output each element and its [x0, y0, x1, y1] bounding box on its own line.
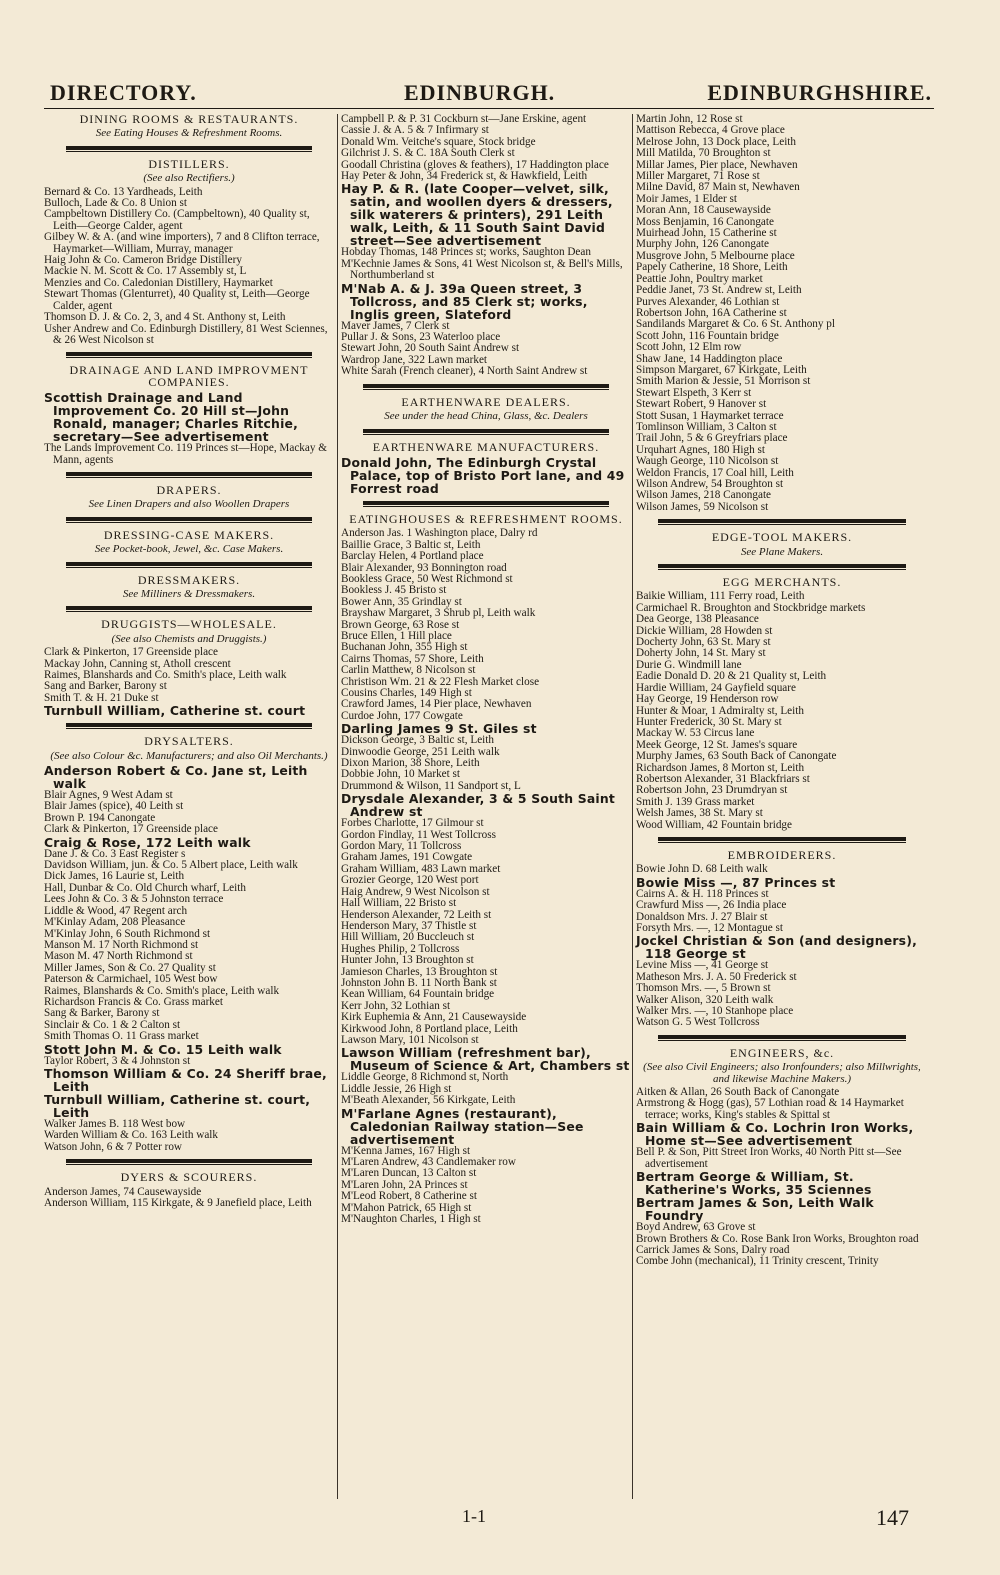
- directory-entry: Jockel Christian & Son (and designers), 118 George st: [636, 933, 918, 962]
- header-edinburghshire: EDINBURGHSHIRE.: [707, 80, 932, 105]
- section-title: EDGE-TOOL MAKERS.: [711, 530, 853, 545]
- section-separator: [66, 723, 312, 729]
- directory-entry: Hunter & Moar, 1 Admiralty st, Leith: [636, 704, 804, 717]
- directory-entry: Goodall Christina (gloves & feathers), 17 Haddington place: [341, 158, 609, 171]
- directory-entry: Clark & Pinkerton, 17 Greenside place: [44, 646, 218, 659]
- directory-section: [341, 501, 631, 1226]
- directory-entry: Waugh George, 110 Nicolson st: [636, 455, 779, 468]
- directory-entry: Stewart Thomas (Glenturret), 40 Quality st, Leith—George Calder, agent: [44, 288, 310, 312]
- section-title: DRESSMAKERS.: [137, 572, 241, 587]
- directory-section: [636, 564, 928, 831]
- directory-entry: Muirhead John, 15 Catherine st: [636, 227, 777, 240]
- directory-entry: Christison Wm. 21 & 22 Flesh Market close: [341, 675, 540, 688]
- directory-entry: Doherty John, 14 St. Mary st: [636, 647, 766, 660]
- directory-entry: Moss Benjamin, 16 Canongate: [636, 215, 774, 228]
- directory-entry: Haig John & Co. Cameron Bridge Distillery: [44, 254, 242, 267]
- section-separator: [66, 606, 312, 612]
- directory-entry: Curdoe John, 177 Cowgate: [341, 709, 463, 722]
- directory-entry: Cairns Thomas, 57 Shore, Leith: [341, 652, 484, 665]
- directory-entry: Dea George, 138 Pleasance: [636, 613, 759, 626]
- directory-entry: Campbeltown Distillery Co. (Campbeltown), 40 Quality st, Leith—George Calder, agent: [44, 208, 310, 232]
- directory-entry: Martin John, 12 Rose st: [636, 113, 743, 125]
- directory-entry: Matheson Mrs. J. A. 50 Frederick st: [636, 970, 797, 983]
- directory-entry: Thomson D. J. & Co. 2, 3, and 4 St. Anthony st, Leith: [44, 311, 286, 324]
- directory-entry: Hughes Philip, 2 Tollcross: [341, 942, 460, 955]
- directory-entry: Stott Susan, 1 Haymarket terrace: [636, 409, 784, 422]
- section-see-also: (See also Civil Engineers; also Ironfounders; also Millwrights, and likewise Machine Makers.): [643, 1061, 921, 1085]
- directory-entry: Dick James, 16 Laurie st, Leith: [44, 870, 185, 883]
- directory-entry: Turnbull William, Catherine st. court: [44, 703, 306, 719]
- directory-entry: Mackie N. M. Scott & Co. 17 Assembly st, L: [44, 265, 247, 278]
- directory-entry: Kirk Euphemia & Ann, 21 Causewayside: [341, 1011, 527, 1024]
- directory-entry: M'Laren Duncan, 13 Calton st: [341, 1167, 477, 1180]
- directory-entry: Bertram James & Son, Leith Walk Foundry: [636, 1195, 874, 1224]
- section-separator: [658, 564, 906, 570]
- directory-entry: M'Nab A. & J. 39a Queen street, 3 Tollcross, and 85 Clerk st; works, Inglis green, Slateford: [341, 280, 588, 322]
- directory-entry: M'Kinlay John, 6 South Richmond st: [44, 927, 211, 940]
- directory-entry: Buchanan John, 355 High st: [341, 641, 468, 654]
- column-divider: [337, 114, 338, 1499]
- directory-entry: Brown P. 194 Canongate: [44, 811, 156, 824]
- section-see-also: See Plane Makers.: [740, 545, 824, 558]
- directory-entry: Robertson Alexander, 31 Blackfriars st: [636, 772, 810, 785]
- directory-entry: Donaldson Mrs. J. 27 Blair st: [636, 910, 768, 923]
- directory-entry: Mattison Rebecca, 4 Grove place: [636, 124, 785, 137]
- section-separator: [66, 562, 312, 568]
- directory-entry: Richardson James, 8 Morton st, Leith: [636, 761, 805, 774]
- directory-entry: Bookless Grace, 50 West Richmond st: [341, 572, 513, 585]
- directory-entry: Wood William, 42 Fountain bridge: [636, 818, 792, 831]
- directory-entry: Haig Andrew, 9 West Nicolson st: [341, 885, 490, 898]
- directory-entry: Liddle Jessie, 26 High st: [341, 1082, 452, 1095]
- directory-entry: Smith Marion & Jessie, 51 Morrison st: [636, 375, 811, 388]
- section-see-also: See Linen Drapers and also Woollen Drapers: [88, 498, 290, 511]
- directory-section: [341, 384, 631, 423]
- directory-entry: Brown George, 63 Rose st: [341, 618, 460, 631]
- directory-entry: Purves Alexander, 46 Lothian st: [636, 295, 780, 308]
- directory-entry: Watson G. 5 West Tollcross: [636, 1016, 760, 1029]
- column-right: [636, 114, 928, 1270]
- directory-entry: Milne David, 87 Main st, Newhaven: [636, 181, 800, 194]
- directory-entry: Donald Wm. Veitche's square, Stock bridge: [341, 135, 536, 148]
- directory-entry: Pullar J. & Sons, 23 Waterloo place: [341, 331, 501, 344]
- directory-entry: Murphy John, 126 Canongate: [636, 238, 769, 251]
- directory-entry: Liddle George, 8 Richmond st, North: [341, 1071, 509, 1084]
- section-see-also: (See also Chemists and Druggists.): [111, 632, 267, 645]
- directory-entry: Murphy James, 63 South Back of Canongate: [636, 750, 837, 763]
- directory-entry: Mason M. 47 North Richmond st: [44, 950, 193, 963]
- directory-entry: Bowie John D. 68 Leith walk: [636, 863, 768, 876]
- directory-entry: Trail John, 5 & 6 Greyfriars place: [636, 432, 788, 445]
- directory-entry: Brayshaw Margaret, 3 Shrub pl, Leith walk: [341, 607, 536, 620]
- section-title: EGG MERCHANTS.: [722, 575, 842, 590]
- directory-entry: The Lands Improvement Co. 119 Princes st—Hope, Mackay & Mann, agents: [44, 442, 327, 466]
- directory-entry: Wardrop Jane, 322 Lawn market: [341, 353, 488, 366]
- directory-entry: Richardson Francis & Co. Grass market: [44, 995, 223, 1008]
- directory-entry: Carlin Matthew, 8 Nicolson st: [341, 664, 476, 677]
- directory-entry: Anderson James, 74 Causewayside: [44, 1185, 202, 1198]
- column-left: [44, 114, 334, 1211]
- directory-entry: Hunter John, 13 Broughton st: [341, 954, 474, 967]
- directory-entry: Dickson George, 3 Baltic st, Leith: [341, 734, 494, 747]
- directory-entry: Anderson Robert & Co. Jane st, Leith walk: [44, 763, 308, 792]
- directory-entry: Lawson Mary, 101 Nicolson st: [341, 1033, 479, 1046]
- directory-section: [341, 429, 631, 495]
- directory-entry: Blair Agnes, 9 West Adam st: [44, 789, 173, 802]
- directory-entry: Robertson John, 16A Catherine st: [636, 306, 787, 319]
- section-title: EARTHENWARE DEALERS.: [401, 394, 571, 409]
- directory-entry: Smith J. 139 Grass market: [636, 795, 755, 808]
- directory-entry: Bowie Miss —, 87 Princes st: [636, 874, 836, 890]
- directory-entry: Stott John M. & Co. 15 Leith walk: [44, 1041, 282, 1057]
- directory-entry: Combe John (mechanical), 11 Trinity crescent, Trinity: [636, 1255, 879, 1268]
- section-title: EATINGHOUSES & REFRESHMENT ROOMS.: [349, 511, 623, 526]
- section-see-also: (See also Rectifiers.): [143, 172, 235, 185]
- directory-entry: Scottish Drainage and Land Improvement Co. 20 Hill st—John Ronald, manager; Charles Ritchie, secretary—See advertisement: [44, 390, 299, 445]
- directory-entry: Boyd Andrew, 63 Grove st: [636, 1221, 756, 1234]
- directory-section: [44, 562, 334, 601]
- directory-entry: Maver James, 7 Clerk st: [341, 319, 450, 332]
- directory-entry: Menzies and Co. Caledonian Distillery, Haymarket: [44, 276, 273, 289]
- directory-entry: Urquhart Agnes, 180 High st: [636, 443, 765, 456]
- directory-entry: M'Mahon Patrick, 65 High st: [341, 1201, 472, 1214]
- directory-entry: Miller James, Son & Co. 27 Quality st: [44, 961, 216, 974]
- directory-entry: Armstrong & Hogg (gas), 57 Lothian road & 14 Haymarket terrace; works, King's stables & Spittal st: [636, 1097, 904, 1121]
- directory-entry: M'Beath Alexander, 56 Kirkgate, Leith: [341, 1094, 516, 1107]
- directory-entry: M'Laren John, 2A Princes st: [341, 1178, 468, 1191]
- directory-entry: M'Kinlay Adam, 208 Pleasance: [44, 916, 186, 929]
- directory-entry: Dixon Marion, 38 Shore, Leith: [341, 757, 480, 770]
- section-separator: [363, 501, 609, 507]
- directory-entry: Wilson James, 59 Nicolson st: [636, 500, 769, 513]
- section-title: DRAPERS.: [156, 482, 222, 497]
- footer-mark: 1-1: [462, 1506, 486, 1526]
- directory-entry: Mackay W. 53 Circus lane: [636, 727, 755, 740]
- directory-entry: Carrick James & Sons, Dalry road: [636, 1243, 790, 1256]
- directory-entry: M'Kechnie James & Sons, 41 West Nicolson st, & Bell's Mills, Northumberland st: [341, 257, 623, 282]
- directory-entry: Graham James, 191 Cowgate: [341, 851, 473, 864]
- directory-entry: Melrose John, 13 Dock place, Leith: [636, 135, 797, 148]
- directory-section: [636, 837, 928, 1029]
- directory-entry: Kirkwood John, 8 Portland place, Leith: [341, 1022, 518, 1035]
- directory-entry: Smith Thomas O. 11 Grass market: [44, 1030, 199, 1043]
- directory-entry: Dane J. & Co. 3 East Register s: [44, 847, 186, 860]
- directory-entry: Warden William & Co. 163 Leith walk: [44, 1129, 218, 1142]
- page-number: 147: [876, 1505, 909, 1530]
- directory-entry: Henderson Alexander, 72 Leith st: [341, 908, 492, 921]
- section-title: DRYSALTERS.: [144, 734, 234, 749]
- directory-section: [636, 1035, 928, 1268]
- directory-entry: Thomson William & Co. 24 Sheriff brae, Leith: [44, 1065, 327, 1094]
- directory-entry: Jamieson Charles, 13 Broughton st: [341, 965, 498, 978]
- section-title: EMBROIDERERS.: [727, 847, 837, 862]
- directory-entry: Watson John, 6 & 7 Potter row: [44, 1140, 183, 1153]
- directory-entry: Hay Peter & John, 34 Frederick st, & Hawkfield, Leith: [341, 170, 588, 183]
- directory-entry: Drummond & Wilson, 11 Sandport st, L: [341, 779, 521, 792]
- section-separator: [363, 429, 609, 435]
- directory-entry: Dobbie John, 10 Market st: [341, 768, 461, 781]
- directory-entry: Gordon Mary, 11 Tollcross: [341, 840, 462, 853]
- directory-section: [44, 606, 334, 717]
- directory-entry: Forbes Charlotte, 17 Gilmour st: [341, 817, 484, 830]
- section-separator: [66, 146, 312, 152]
- directory-entry: Bertram George & William, St. Katherine's Works, 35 Sciennes: [636, 1169, 872, 1198]
- section-separator: [658, 519, 906, 525]
- directory-entry: Brown Brothers & Co. Rose Bank Iron Works, Broughton road: [636, 1232, 919, 1245]
- directory-entry: Stewart Robert, 9 Hanover st: [636, 398, 767, 411]
- directory-entry: Blair James (spice), 40 Leith st: [44, 800, 184, 813]
- directory-entry: Papely Catherine, 18 Shore, Leith: [636, 261, 788, 274]
- directory-entry: Gordon Findlay, 11 West Tollcross: [341, 828, 496, 841]
- directory-entry: Moran Ann, 18 Causewayside: [636, 204, 771, 217]
- section-separator: [658, 1035, 906, 1041]
- directory-entry: Hunter Frederick, 30 St. Mary st: [636, 715, 782, 728]
- directory-entry: M'Kenna James, 167 High st: [341, 1144, 471, 1157]
- directory-entry: Usher Andrew and Co. Edinburgh Distillery, 81 West Sciennes, & 26 West Nicolson st: [44, 322, 328, 346]
- directory-entry: Hobday Thomas, 148 Princes st; works, Saughton Dean: [341, 246, 591, 259]
- directory-entry: M'Laren Andrew, 43 Candlemaker row: [341, 1156, 516, 1168]
- directory-entry: Forsyth Mrs. —, 12 Montague st: [636, 922, 783, 934]
- directory-entry: Gilbey W. & A. (and wine importers), 7 and 8 Clifton terrace, Haymarket—William, Murray, manager: [44, 231, 320, 255]
- section-separator: [66, 517, 312, 523]
- directory-entry: Sandilands Margaret & Co. 6 St. Anthony pl: [636, 318, 835, 331]
- directory-entry: Thomson Mrs. —, 5 Brown st: [636, 982, 771, 995]
- section-title: DRUGGISTS—WHOLESALE.: [101, 617, 277, 632]
- directory-entry: Levine Miss —, 41 George st: [636, 959, 769, 972]
- directory-entry: Graham William, 483 Lawn market: [341, 862, 501, 875]
- directory-entry: Millar James, Pier place, Newhaven: [636, 158, 798, 171]
- section-see-also: See Eating Houses & Refreshment Rooms.: [95, 127, 283, 140]
- directory-entry: Blair Alexander, 93 Bonnington road: [341, 561, 507, 574]
- directory-entry: Bookless J. 45 Bristo st: [341, 584, 447, 597]
- directory-entry: Cairns A. & H. 118 Princes st: [636, 887, 769, 900]
- directory-entry: Campbell P. & P. 31 Cockburn st—Jane Erskine, agent: [341, 113, 587, 125]
- directory-entry: Mackay John, Canning st, Atholl crescent: [44, 657, 231, 670]
- header-edinburgh: EDINBURGH.: [404, 80, 556, 105]
- directory-section: [44, 146, 334, 347]
- directory-entry: Hall William, 22 Bristo st: [341, 897, 457, 910]
- directory-entry: Lees John & Co. 3 & 5 Johnston terrace: [44, 893, 224, 906]
- directory-entry: Peddie Janet, 73 St. Andrew st, Leith: [636, 284, 802, 297]
- directory-entry: Baikie William, 111 Ferry road, Leith: [636, 590, 805, 603]
- directory-entry: Cousins Charles, 149 High st: [341, 687, 472, 699]
- directory-entry: Bruce Ellen, 1 Hill place: [341, 629, 452, 642]
- section-separator: [66, 352, 312, 358]
- directory-entry: Johnston John B. 11 North Bank st: [341, 976, 497, 989]
- directory-entry: Scott John, 116 Fountain bridge: [636, 329, 779, 342]
- directory-entry: Donald John, The Edinburgh Crystal Palace, top of Bristo Port lane, and 49 Forrest road: [341, 454, 625, 496]
- column-divider: [632, 114, 633, 1499]
- directory-entry: Anderson William, 115 Kirkgate, & 9 Janefield place, Leith: [44, 1197, 312, 1209]
- directory-section: [44, 517, 334, 556]
- directory-section: [636, 519, 928, 558]
- directory-entry: Aitken & Allan, 26 South Back of Canongate: [636, 1086, 840, 1099]
- directory-entry: Lawson William (refreshment bar), Museum of Science & Art, Chambers st: [341, 1045, 630, 1074]
- directory-entry: Stewart Elspeth, 3 Kerr st: [636, 386, 752, 399]
- directory-entry: Crawfurd Miss —, 26 India place: [636, 899, 787, 912]
- directory-entry: Hardie William, 24 Gayfield square: [636, 681, 796, 694]
- directory-section: [636, 114, 928, 513]
- directory-entry: Bain William & Co. Lochrin Iron Works, Home st—See advertisement: [636, 1120, 914, 1149]
- directory-entry: Carmichael R. Broughton and Stockbridge markets: [636, 601, 866, 614]
- section-separator: [363, 384, 609, 390]
- directory-entry: Gilchrist J. S. & C. 18A South Clerk st: [341, 147, 515, 160]
- directory-entry: Moir James, 1 Elder st: [636, 192, 737, 205]
- directory-entry: Manson M. 17 North Richmond st: [44, 938, 199, 951]
- directory-entry: Raimes, Blanshards & Co. Smith's place, Leith walk: [44, 984, 280, 997]
- directory-entry: Henderson Mary, 37 Thistle st: [341, 919, 477, 932]
- directory-entry: Davidson William, jun. & Co. 5 Albert place, Leith walk: [44, 859, 298, 872]
- directory-entry: Cassie J. & A. 5 & 7 Infirmary st: [341, 124, 489, 137]
- section-see-also: (See also Colour &c. Manufacturers; and also Oil Merchants.): [50, 749, 328, 762]
- directory-entry: White Sarah (French cleaner), 4 North Saint Andrew st: [341, 365, 588, 378]
- header-rule: [44, 108, 934, 109]
- directory-entry: M'Naughton Charles, 1 High st: [341, 1213, 481, 1226]
- directory-section: [44, 114, 334, 140]
- section-see-also: See under the head China, Glass, &c. Dealers: [384, 410, 588, 423]
- directory-section: [341, 114, 631, 378]
- directory-entry: Anderson Jas. 1 Washington place, Dalry rd: [341, 527, 538, 540]
- directory-entry: Wilson James, 218 Canongate: [636, 489, 772, 502]
- directory-entry: Smith T. & H. 21 Duke st: [44, 691, 159, 704]
- directory-entry: Darling James 9 St. Giles st: [341, 721, 537, 737]
- directory-entry: Barclay Helen, 4 Portland place: [341, 550, 484, 563]
- directory-entry: M'Leod Robert, 8 Catherine st: [341, 1190, 477, 1203]
- directory-entry: Hill William, 20 Buccleuch st: [341, 931, 475, 944]
- directory-entry: Turnbull William, Catherine st. court, Leith: [44, 1091, 311, 1120]
- section-title: EARTHENWARE MANUFACTURERS.: [372, 439, 600, 454]
- directory-entry: Sang & Barker, Barony st: [44, 1007, 160, 1020]
- header-directory: DIRECTORY.: [50, 80, 197, 105]
- directory-entry: Craig & Rose, 172 Leith walk: [44, 834, 251, 850]
- directory-entry: Bower Ann, 35 Grindlay st: [341, 595, 462, 608]
- directory-entry: Walker James B. 118 West bow: [44, 1117, 186, 1130]
- section-title: DRAINAGE AND LAND IMPROVMENT COMPANIES.: [69, 363, 309, 389]
- directory-entry: Hay P. & R. (late Cooper—velvet, silk, satin, and woollen dyers & dressers, silk waterers & printers), 291 Leith walk, Leith, & 11 South Saint David street—See advertisement: [341, 181, 613, 249]
- directory-entry: Taylor Robert, 3 & 4 Johnston st: [44, 1054, 191, 1067]
- directory-entry: Mill Matilda, 70 Broughton st: [636, 147, 771, 160]
- section-title: DYERS & SCOURERS.: [120, 1170, 258, 1185]
- directory-entry: Grozier George, 120 West port: [341, 874, 479, 887]
- directory-entry: Paterson & Carmichael, 105 West bow: [44, 973, 218, 986]
- section-see-also: See Milliners & Dressmakers.: [122, 587, 256, 600]
- directory-entry: Bulloch, Lade & Co. 8 Union st: [44, 197, 187, 210]
- directory-entry: Durie G. Windmill lane: [636, 658, 742, 671]
- directory-entry: Sang and Barker, Barony st: [44, 680, 167, 693]
- directory-entry: Meek George, 12 St. James's square: [636, 738, 798, 751]
- directory-entry: Miller Margaret, 71 Rose st: [636, 170, 760, 183]
- directory-entry: Bell P. & Son, Pitt Street Iron Works, 40 North Pitt st—See advertisement: [636, 1146, 902, 1170]
- directory-entry: Weldon Francis, 17 Coal hill, Leith: [636, 466, 794, 479]
- directory-entry: Walker Alison, 320 Leith walk: [636, 993, 774, 1006]
- directory-section: [44, 352, 334, 466]
- directory-entry: Tomlinson William, 3 Calton st: [636, 420, 777, 433]
- column-middle: [341, 114, 631, 1227]
- directory-entry: Simpson Margaret, 67 Kirkgate, Leith: [636, 363, 807, 376]
- directory-entry: Docherty John, 63 St. Mary st: [636, 636, 771, 649]
- directory-entry: Musgrove John, 5 Melbourne place: [636, 249, 795, 262]
- directory-entry: Robertson John, 23 Drumdryan st: [636, 784, 788, 797]
- directory-entry: Bernard & Co. 13 Yardheads, Leith: [44, 185, 203, 198]
- section-title: DRESSING-CASE MAKERS.: [103, 527, 275, 542]
- directory-entry: Liddle & Wood, 47 Regent arch: [44, 904, 188, 917]
- section-title: DINING ROOMS & RESTAURANTS.: [79, 112, 299, 126]
- directory-section: [44, 472, 334, 511]
- directory-entry: Hall, Dunbar & Co. Old Church wharf, Leith: [44, 881, 246, 894]
- directory-entry: Dinwoodie George, 251 Leith walk: [341, 745, 500, 758]
- directory-entry: Raimes, Blanshards and Co. Smith's place, Leith walk: [44, 669, 287, 681]
- directory-entry: Walker Mrs. —, 10 Stanhope place: [636, 1005, 794, 1018]
- section-separator: [66, 1159, 312, 1165]
- section-separator: [66, 472, 312, 478]
- directory-entry: Eadie Donald D. 20 & 21 Quality st, Leith: [636, 670, 827, 683]
- directory-entry: Baillie Grace, 3 Baltic st, Leith: [341, 538, 481, 551]
- directory-entry: Kerr John, 32 Lothian st: [341, 999, 451, 1012]
- directory-entry: Hay George, 19 Henderson row: [636, 693, 779, 706]
- section-separator: [658, 837, 906, 843]
- directory-entry: Crawford James, 14 Pier place, Newhaven: [341, 698, 532, 711]
- directory-entry: Sinclair & Co. 1 & 2 Calton st: [44, 1018, 181, 1031]
- directory-entry: Stewart John, 20 South Saint Andrew st: [341, 342, 520, 355]
- directory-section: [44, 1159, 334, 1209]
- directory-entry: Wilson Andrew, 54 Broughton st: [636, 478, 784, 490]
- directory-entry: Drysdale Alexander, 3 & 5 South Saint Andrew st: [341, 791, 616, 820]
- section-see-also: See Pocket-book, Jewel, &c. Case Makers.: [94, 543, 284, 556]
- directory-entry: Scott John, 12 Elm row: [636, 341, 742, 354]
- directory-entry: Welsh James, 38 St. Mary st: [636, 807, 763, 820]
- section-title: ENGINEERS, &c.: [729, 1045, 835, 1060]
- directory-entry: M'Farlane Agnes (restaurant), Caledonian Railway station—See advertisement: [341, 1105, 584, 1147]
- section-title: DISTILLERS.: [148, 156, 230, 171]
- directory-entry: Shaw Jane, 14 Haddington place: [636, 352, 783, 365]
- directory-entry: Peattie John, Poultry market: [636, 272, 763, 285]
- directory-entry: Kean William, 64 Fountain bridge: [341, 988, 495, 1001]
- directory-entry: Dickie William, 28 Howden st: [636, 624, 773, 637]
- directory-entry: Clark & Pinkerton, 17 Greenside place: [44, 823, 218, 836]
- directory-section: [44, 723, 334, 1153]
